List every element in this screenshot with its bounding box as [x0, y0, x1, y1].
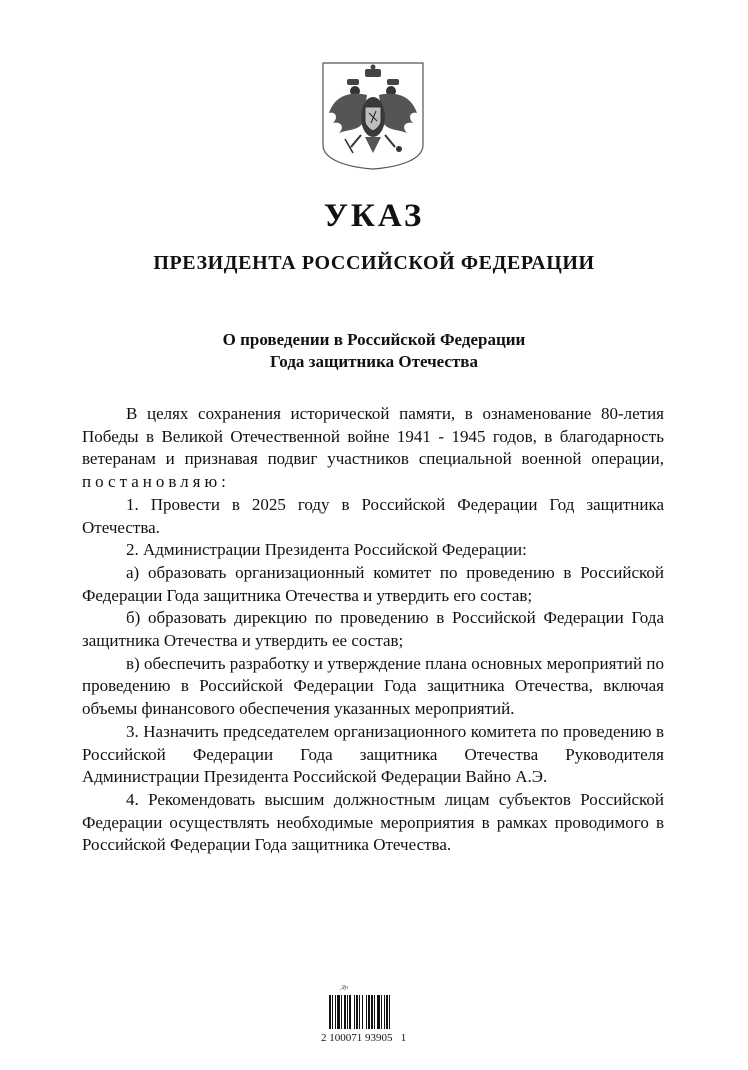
russian-coat-of-arms-icon — [321, 61, 425, 171]
item-2b: б) образовать дирекцию по проведению в Российской Федерации Года защитника Отечества и утвердить ее состав; — [82, 608, 664, 651]
document-subject — [0, 329, 748, 373]
barcode-bars — [321, 985, 431, 1031]
barcode — [321, 985, 431, 1047]
document-title: УКАЗ — [323, 198, 425, 234]
item-2a: а) образовать организационный комитет по проведению в Российской Федерации Года защитника Отечества и утвердить его состав; — [82, 562, 664, 605]
barcode-number: 2 100071 93905 1 — [321, 1032, 407, 1044]
preamble-text: В целях сохранения исторической памяти, в ознаменование 80-летия Победы в Великой Отечественной войне 1941 - 1945 годов, в благодарность ветеранам и признавая подвиг участников специальной военной операции, — [82, 404, 664, 469]
preamble-paragraph — [82, 403, 664, 494]
subject-line-2: Года защитника Отечества — [269, 352, 478, 371]
document-body — [82, 403, 664, 857]
barcode-stamp: Дп — [341, 985, 348, 991]
subject-line-1: О проведении в Российской Федерации — [222, 330, 526, 349]
item-1: 1. Провести в 2025 году в Российской Федерации Год защитника Отечества. — [82, 494, 664, 537]
item-2: 2. Администрации Президента Российской Федерации: — [126, 540, 527, 560]
item-3: 3. Назначить председателем организационного комитета по проведению в Российской Федерации Года защитника Отечества Руководителя Администрации Президента Российской Федерации Вайно А.Э. — [82, 721, 664, 787]
item-4: 4. Рекомендовать высшим должностным лицам субъектов Российской Федерации осуществлять необходимые мероприятия в рамках проводимого в Российской Федерации Года защитника Отечества. — [82, 789, 664, 855]
decree-word: постановляю: — [82, 472, 230, 492]
item-2c: в) обеспечить разработку и утверждение плана основных мероприятий по проведению в Российской Федерации Года защитника Отечества, включая объемы финансового обеспечения указанных мероприятий. — [82, 653, 664, 719]
document-subtitle: ПРЕЗИДЕНТА РОССИЙСКОЙ ФЕДЕРАЦИИ — [153, 252, 595, 274]
